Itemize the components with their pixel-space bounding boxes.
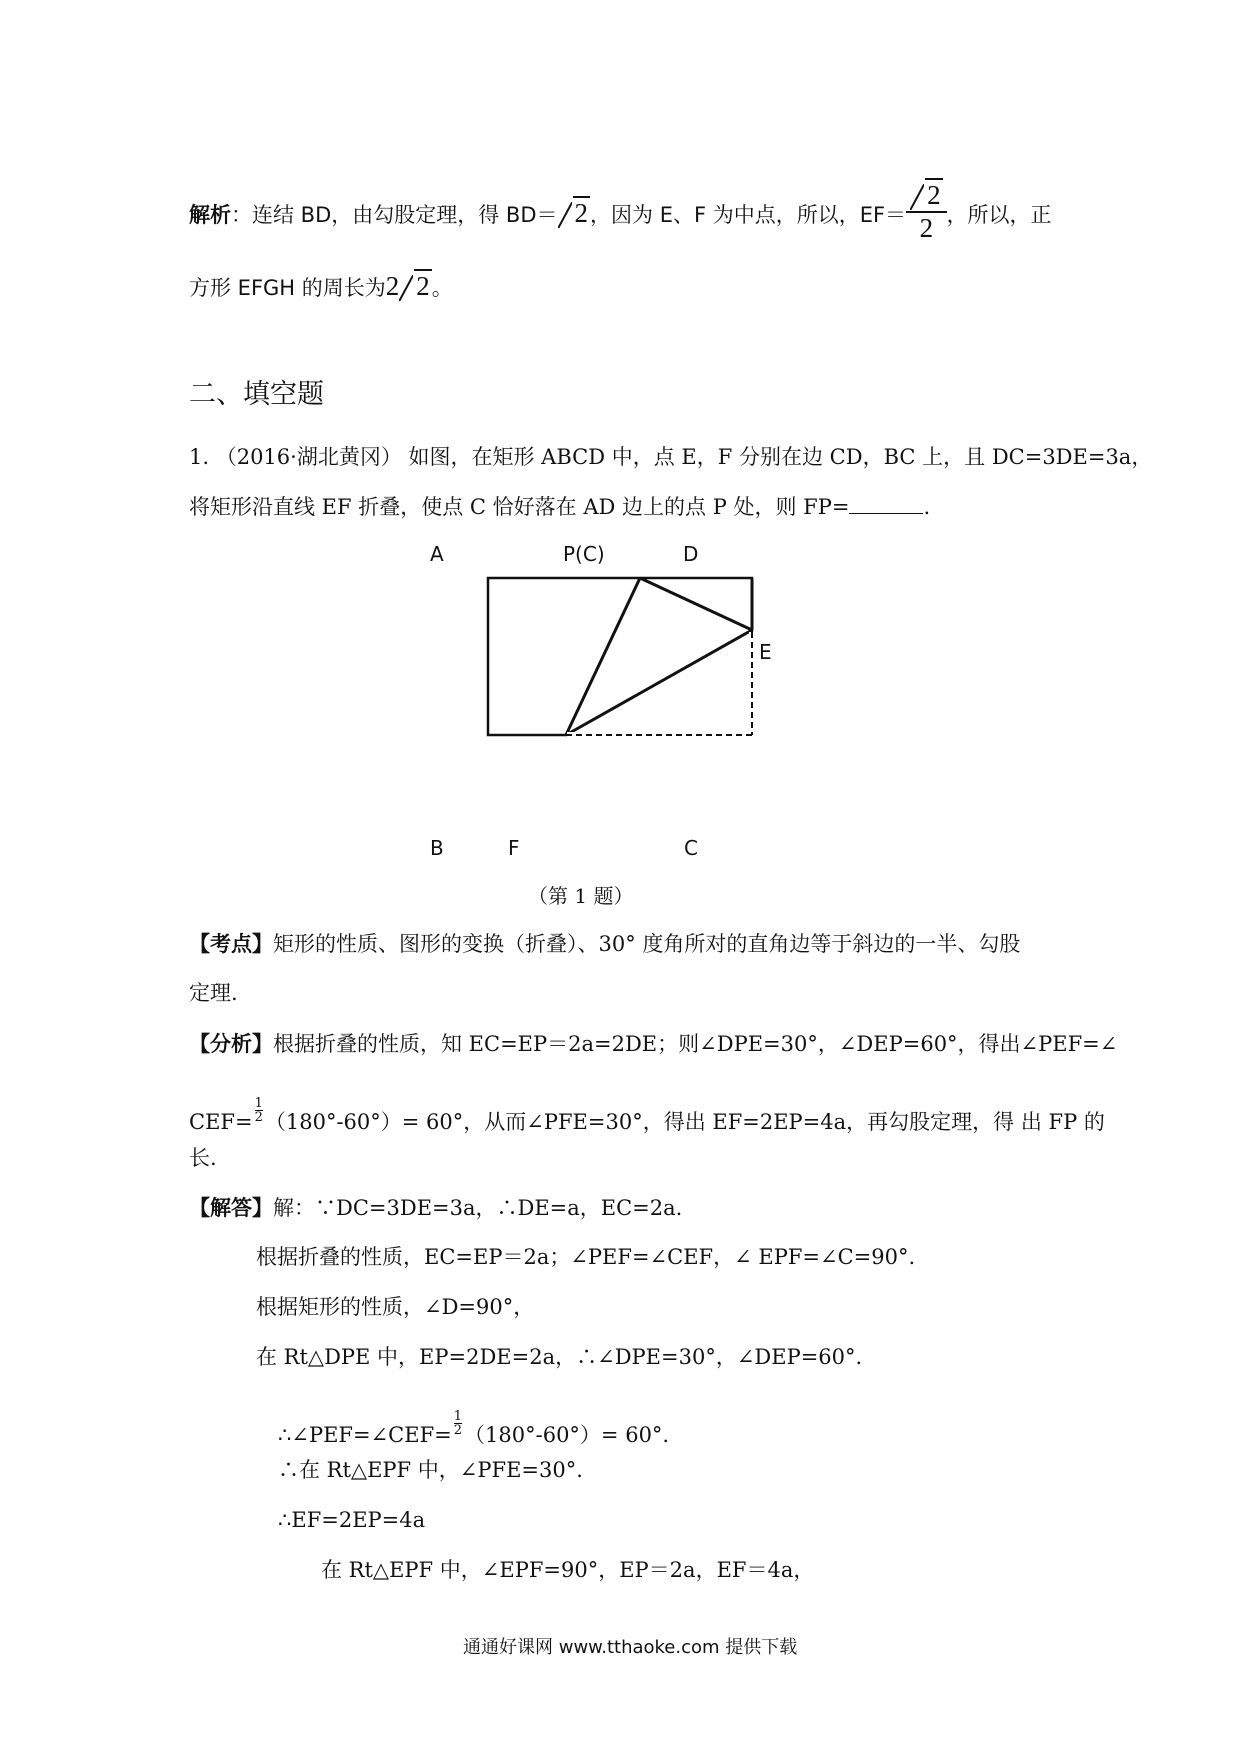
cover-ec <box>749 632 755 737</box>
label-e: E <box>759 640 772 664</box>
footer-text: 通通好课网 www.tthaoke.com 提供下载 <box>463 1637 798 1658</box>
fenxi-text-1: 根据折叠的性质，知 EC=EP＝2a=2DE；则∠DPE=30°，∠DEP=60°，得出∠PEF=∠ <box>273 1032 1118 1056</box>
question-end: . <box>923 495 931 519</box>
jieda-step-6: ∴EF=2EP=4a <box>278 1508 426 1532</box>
kaodian-line-1 <box>189 933 1020 955</box>
jieda-tag: 【解答】 <box>189 1195 273 1220</box>
segment-pf <box>566 578 640 735</box>
kaodian-tag: 【考点】 <box>189 931 273 956</box>
bd-sqrt: 2 <box>558 200 591 227</box>
label-p: P(C) <box>563 542 605 566</box>
segment-fe <box>566 630 752 735</box>
jieda-line-1 <box>189 1197 682 1219</box>
analysis-text-1: ：连结 BD，由勾股定理，得 BD＝ <box>231 203 558 227</box>
perimeter-coefficient: 2 <box>385 271 400 301</box>
cover-fc <box>567 732 754 738</box>
fenxi-line-2 <box>189 1097 1105 1133</box>
fenxi-fraction: $\frac{1}{2}$ <box>254 1096 263 1125</box>
question-line-1: 1. （2016·湖北黄冈） 如图，在矩形 ABCD 中，点 E，F 分别在边 CD，BC 上，且 DC=3DE=3a， <box>189 445 1153 469</box>
jieda-fraction: $\frac{1}{2}$ <box>453 1409 463 1438</box>
analysis-text-5: 。 <box>431 276 453 300</box>
perimeter-sqrt: 2 <box>399 273 432 300</box>
ef-fraction: $\frac{2}{2}$ <box>906 182 947 242</box>
label-d: D <box>683 542 699 566</box>
analysis-line-1 <box>189 180 1052 246</box>
fenxi-text-2b: （180°-60°）= 60°，从而∠PFE=30°，得出 EF=2EP=4a，再勾股定理，得 出 FP 的 <box>264 1110 1105 1134</box>
kaodian-text-1: 矩形的性质、图形的变换（折叠）、30° 度角所对的直角边等于斜边的一半、勾股 <box>273 932 1021 956</box>
question-line-2 <box>189 495 930 518</box>
label-b: B <box>430 836 444 860</box>
jieda-text-1: 解：∵DC=3DE=3a，∴DE=a，EC=2a. <box>273 1196 683 1220</box>
jieda-step-4a: ∴∠PEF=∠CEF= <box>278 1423 452 1447</box>
fenxi-text-2a: CEF= <box>189 1110 253 1134</box>
rectangle-abcd <box>488 578 752 735</box>
label-c: C <box>684 836 698 860</box>
jieda-step-4b: （180°-60°）= 60°. <box>464 1423 670 1447</box>
analysis-text-4: 方形 EFGH 的周长为 <box>189 276 386 300</box>
answer-blank[interactable] <box>849 495 923 514</box>
fenxi-line-3: 长. <box>189 1146 217 1170</box>
analysis-text-3: ，所以，正 <box>946 203 1052 227</box>
analysis-line-2 <box>189 273 453 300</box>
kaodian-line-2: 定理. <box>189 981 238 1005</box>
analysis-label: 解析 <box>189 203 231 227</box>
analysis-text-2: ，因为 E、F 为中点，所以，EF＝ <box>590 203 907 227</box>
fenxi-tag: 【分析】 <box>189 1031 273 1056</box>
section-heading: 二、填空题 <box>189 379 324 410</box>
jieda-step-4 <box>278 1410 669 1446</box>
label-f: F <box>508 836 520 860</box>
jieda-step-3: 在 Rt△DPE 中，EP=2DE=2a，∴∠DPE=30°，∠DEP=60°. <box>256 1345 863 1369</box>
label-a: A <box>430 542 444 566</box>
jieda-step-2: 根据矩形的性质，∠D=90°， <box>256 1295 535 1319</box>
question-text: 将矩形沿直线 EF 折叠，使点 C 恰好落在 AD 边上的点 P 处，则 FP= <box>189 495 850 519</box>
jieda-step-7: 在 Rt△EPF 中，∠EPF=90°，EP＝2a，EF＝4a， <box>321 1558 815 1582</box>
figure-caption: （第 1 题） <box>528 884 634 908</box>
fenxi-line-1 <box>189 1033 1117 1055</box>
segment-pe <box>640 578 752 630</box>
jieda-step-5: ∴在 Rt△EPF 中，∠PFE=30°. <box>278 1458 583 1482</box>
jieda-step-1: 根据折叠的性质，EC=EP＝2a；∠PEF=∠CEF，∠ EPF=∠C=90°. <box>256 1245 916 1269</box>
